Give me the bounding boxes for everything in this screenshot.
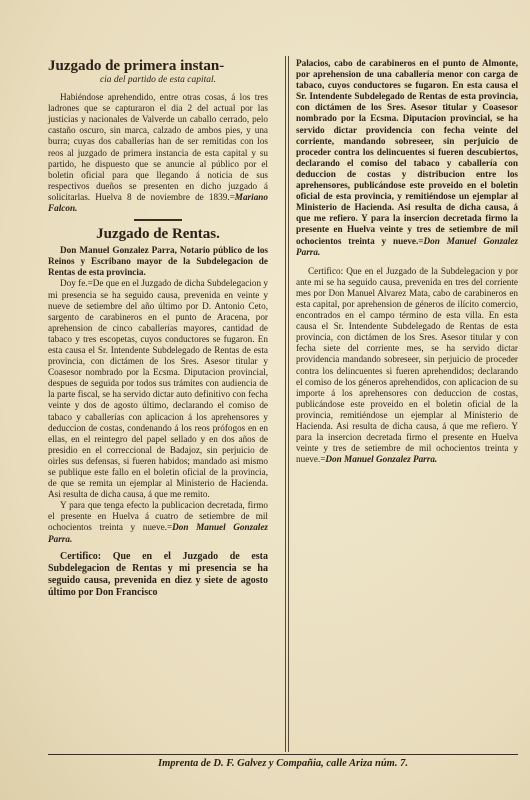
section-heading-juzgado-rentas: Juzgado de Rentas.	[96, 226, 220, 243]
notice-text: Certifico: Que en el Juzgado de la Subdelegacion y por ante mi se ha seguido causa, prevenida en tres del corriente mes por Don Manuel Alvarez Mata, cabo de carabineros en esta capital, por aprehension de géneros de ilícito comercio, encontrados en el campo término de esta villa. En esta causa el Sr. Intendente Subdelegado de Rentas de esta provincia, con dictámen de los Sres. Asesor titular y con fecha siete del corriente mes, se ha servido dictar providencia mandando sobreseer, sin perjuicio de proceder contra los delincuentes si fueren aprehendidos; declarando el comiso de los géneros aprehendidos, con aplicacion de su importe á los aprehensores con deduccion de costas, publicándose este proveido en el boletin oficial de la provincia, remitiéndose un ejemplar al Ministerio de Hacienda. Asi resulta de dicha causa, á que me refiero. Y para la insercion decretada firmo el presente en Huelva veinte y tres de setiembre de mil ochocientos treinta y nueve.=	[296, 265, 518, 465]
notice-paragraph: Doy fe.=De que en el Juzgado de dicha Subdelegacion y mi presencia se ha seguido causa, prevenida en veinte y nueve de setiembre del año último por D. Antonio Ceto, sargento de carabineros en el punto de Aracena, por aprehension de cinco caballerías mayores, cantidad de tabaco y tres escopetas, cuyos conductores se fugaron. En esta causa el Sr. Intendente Subdelegado de Rentas de esta provincia, con dictámen de los Sres. Asesor titular y Coasesor nombrado por la Ecsma. Diputacion provincial, despues de seguida por todos sus trámites con audiencia de la parte fiscal, se ha servido dictar auto definitivo con fecha veinte y dos de agosto último, declarando el comiso de tabaco y caballerías con aplicacion á los aprehensores y deduccion de costas, condenando á los reos prófogos en en ellas, en el reintegro del papel sellado y en dos años de presidio en el correccional de Badajoz, sin perjuicio de oirles sus defensas, si fueren habidos; mandado asi mismo se publique este fallo en el boletin oficial de la provincia, de que se remita un ejemplar al Ministerio de Hacienda. Asi resulta de dicha causa, á que me remito.	[48, 278, 268, 500]
section-heading-juzgado-primera-instancia: Juzgado de primera instan-	[48, 58, 225, 74]
notice-text: Y para que tenga efecto la publicacion decretada, firmo el presente en Huelva á cuatro de setiembre de mil ochocientos treinta y nueve.=	[48, 500, 268, 533]
column-divider	[285, 56, 286, 752]
certification-paragraph: Certifico: Que en el Juzgado de esta Subdelegacion de Rentas y mi presencia se ha seguido causa, prevenida en diez y siete de agosto último por Don Francisco	[48, 550, 268, 598]
certification-paragraph	[296, 266, 518, 466]
section-divider	[134, 219, 182, 221]
signature: Don Manuel Gonzalez Parra.	[325, 454, 438, 465]
signature: Don Manuel Gonzalez Parra.	[48, 522, 268, 544]
notice-paragraph	[48, 500, 268, 544]
printer-imprint: Imprenta de D. F. Galvez y Compañia, calle Ariza núm. 7.	[158, 758, 408, 769]
notice-paragraph	[48, 92, 268, 214]
notary-intro: Don Manuel Gonzalez Parra, Notario público de los Reinos y Escribano mayor de la Subdelegacion de Rentas de esta provincia.	[48, 245, 268, 278]
notice-text: Habiéndose aprehendido, entre otras cosas, á los tres ladrones que se capturaron el dia 2 del actual por las justicias y nacionales de Valverde un caballo cerrado, pelo castaño oscuro, sin marca, calzado de ambos pies, y una burra; cuyas dos caballerías han de ser remitidas con los reos al juzgado de primera instancia de esta capital y su partido, he dispuesto que se anuncie al público por el boletin oficial para que llegando á noticia de sus respectivos dueños se presenten en dicho juzgado á solicitarlas. Huelva 8 de noviembre de 1839.=	[48, 92, 268, 202]
section-subheading: cia del partido de esta capital.	[99, 75, 217, 85]
signature: Mariano Falcon.	[48, 191, 268, 214]
column-divider	[288, 56, 289, 752]
notice-paragraph	[296, 58, 518, 258]
notice-text: Palacios, cabo de carabineros en el punto de Almonte, por aprehension de una caballería menor con carga de tabaco, cuyos conductores se fugaron. En esta causa el Sr. Intendente Subdelegado de Rentas de esta provincia, con dictámen de los Sres. Asesor titular y Coasesor nombrado por la Ecsma. Diputacion provincial, se ha servido dictar providencia con fecha veinte del corriente, mandando sobreseer, sin perjuicio de proceder contra los delincuentes si fueren descubiertos, declarando el comiso del tabaco y caballería con deduccion de costas y distribucion entre los aprehensores, publicándose este proveido en el boletin oficial de esta provincia, y remitiéndose un ejemplar al Ministerio de Hacienda. Asi resulta de dicha causa, á que me refiero. Y para la insercion decretada firmo la presente en Huelva veinte y tres de setiembre de mil ochocientos treinta y nueve.=	[296, 58, 518, 246]
signature: Don Manuel Gonzalez Parra.	[296, 235, 518, 257]
left-column	[48, 58, 268, 599]
right-column	[296, 58, 518, 465]
footer-rule	[48, 754, 518, 755]
